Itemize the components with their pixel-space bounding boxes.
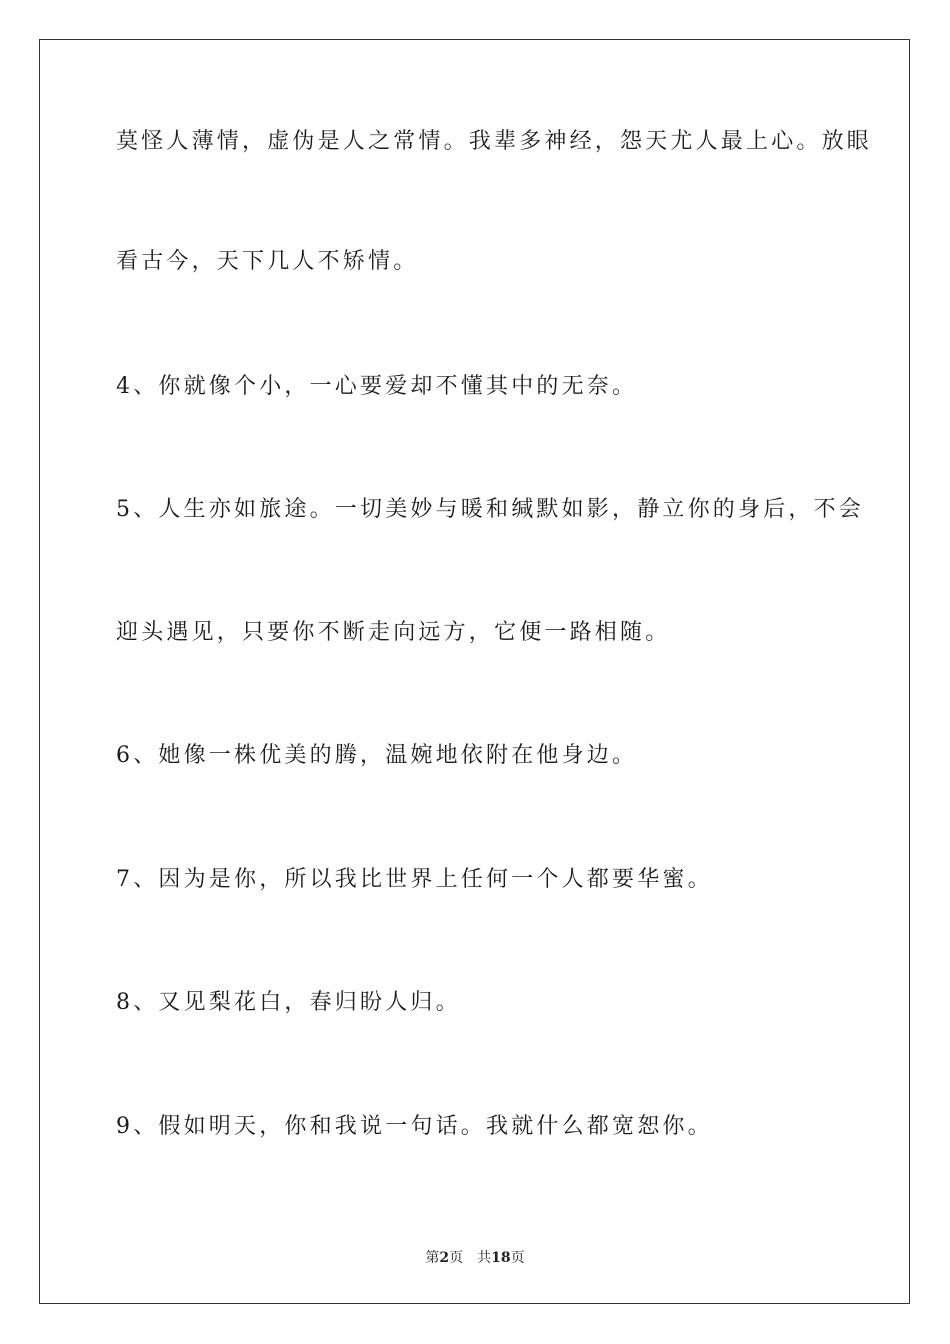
list-item-7: 7、因为是你，所以我比世界上任何一个人都要华蜜。 — [116, 867, 713, 892]
page-suffix: 页 — [449, 1250, 464, 1266]
list-item-5: 5、人生亦如旅途。一切美妙与暖和缄默如影，静立你的身后，不会 — [116, 497, 864, 522]
total-pages: 18 — [491, 1250, 511, 1266]
total-suffix: 页 — [510, 1250, 525, 1266]
text-line: 迎头遇见，只要你不断走向远方，它便一路相随。 — [116, 620, 671, 645]
list-item-6: 6、她像一株优美的腾，温婉地依附在他身边。 — [116, 743, 638, 768]
page-footer — [0, 1247, 950, 1267]
list-item-9: 9、假如明天，你和我说一句话。我就什么都宽恕你。 — [116, 1114, 713, 1139]
list-item-4: 4、你就像个小，一心要爱却不懂其中的无奈。 — [116, 374, 638, 399]
text-line: 莫怪人薄情，虚伪是人之常情。我辈多神经，怨天尤人最上心。放眼 — [116, 129, 873, 154]
page-number: 2 — [439, 1250, 450, 1266]
text-line: 看古今，天下几人不矫情。 — [116, 249, 419, 274]
total-prefix: 共 — [477, 1250, 492, 1266]
list-item-8: 8、又见梨花白，春归盼人归。 — [116, 990, 461, 1015]
page-prefix: 第 — [425, 1250, 440, 1266]
